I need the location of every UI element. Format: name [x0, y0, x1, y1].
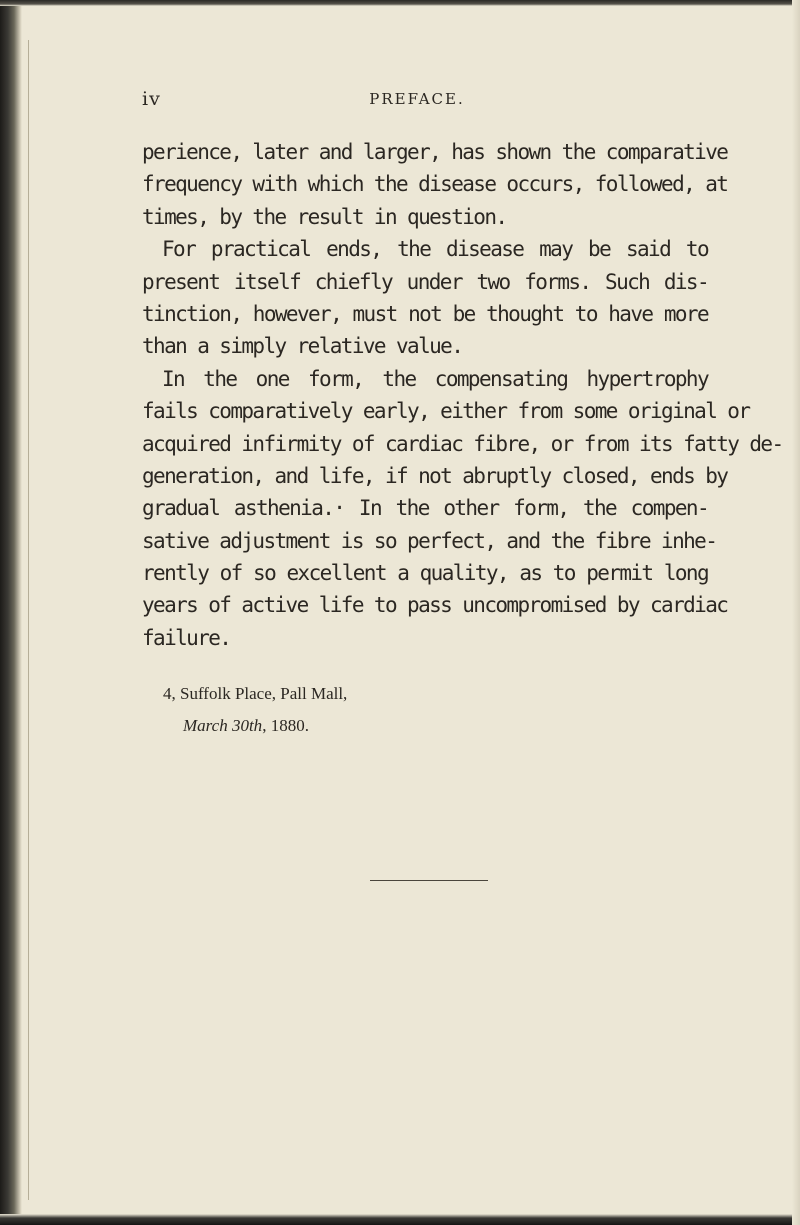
text-line: For practical ends, the disease may be said to: [162, 237, 708, 262]
text-line: sative adjustment is so perfect, and the fibre inhe-: [142, 528, 717, 553]
date-year: , 1880.: [262, 716, 309, 735]
scan-right-edge: [792, 0, 800, 1225]
text-line: acquired infirmity of cardiac fibre, or from its fatty de-: [142, 431, 783, 456]
text-line: present itself chiefly under two forms. Such dis-: [142, 269, 708, 294]
preface-body-text: [142, 136, 783, 654]
page-edge-line: [28, 40, 29, 1200]
running-title: PREFACE.: [369, 90, 465, 108]
text-line: failure.: [142, 625, 231, 650]
date-line: [163, 710, 347, 742]
text-line: tinction, however, must not be thought to have more: [142, 301, 708, 326]
date-day: 30th: [231, 716, 263, 735]
running-head: [142, 88, 692, 112]
date-month: March: [183, 716, 228, 735]
address-line: 4, Suffolk Place, Pall Mall,: [163, 684, 348, 703]
page-number: iv: [142, 88, 161, 110]
scan-spine-shadow: [0, 0, 22, 1225]
signature-block: [163, 678, 347, 742]
end-rule-divider: [370, 880, 488, 881]
text-line: In the one form, the compensating hypertrophy: [162, 366, 708, 391]
text-line: than a simply relative value.: [142, 334, 463, 359]
scan-bottom-edge: [0, 1214, 800, 1225]
text-line: perience, later and larger, has shown the comparative: [142, 140, 728, 164]
scan-top-edge: [0, 0, 800, 6]
text-line: fails comparatively early, either from some original or: [142, 399, 750, 424]
text-line: gradual asthenia.· In the other form, the compen-: [142, 496, 708, 521]
text-line: years of active life to pass uncompromised by cardiac: [142, 593, 728, 618]
text-line: generation, and life, if not abruptly closed, ends by: [142, 463, 728, 488]
text-line: frequency with which the disease occurs, followed, at: [142, 172, 728, 197]
text-line: rently of so excellent a quality, as to permit long: [142, 561, 708, 586]
text-line: times, by the result in question.: [142, 204, 507, 229]
